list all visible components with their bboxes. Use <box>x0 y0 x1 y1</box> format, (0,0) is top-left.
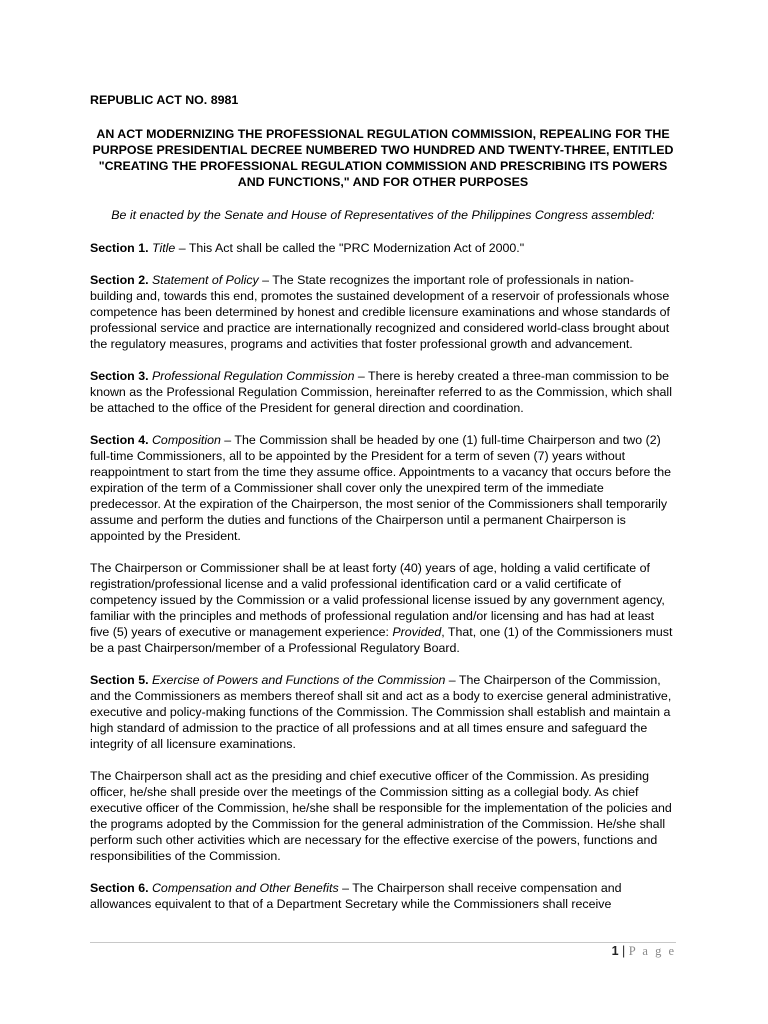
section-text-continued: , That, one (1) of the Commissioners must be a past Chairperson/member of a Professional Regulatory Board. <box>90 625 673 655</box>
section-title: Title <box>151 241 176 255</box>
section-title: Composition <box>151 433 221 447</box>
document-body <box>90 92 676 928</box>
act-title: AN ACT MODERNIZING THE PROFESSIONAL REGULATION COMMISSION, REPEALING FOR THE PURPOSE PRESIDENTIAL DECREE NUMBERED TWO HUNDRED AND TWENTY-THREE, ENTITLED "CREATING THE PROFESSIONAL REGULATION COMMISSION AND PRESCRIBING ITS POWERS AND FUNCTIONS," AND FOR OTHER PURPOSES <box>92 127 674 189</box>
provided-term: Provided <box>392 625 442 639</box>
section-text: – The Chairperson shall receive compensation and allowances equivalent to that of a Department Secretary while the Commissioners shall receive <box>90 881 622 911</box>
section-5-paragraph-2 <box>90 768 676 864</box>
section-text: – The Chairperson of the Commission, and the Commissioners as members thereof shall sit and act as a body to exercise general administrative, executive and policy-making functions of the Commission. The Commission shall establish and maintain a high standard of admission to the practice of all professions and at all times ensure and safeguard the integrity of all licensure examinations. <box>90 673 672 751</box>
section-number: Section 6. <box>90 881 149 895</box>
section-3 <box>90 368 676 416</box>
enacting-clause: Be it enacted by the Senate and House of Representatives of the Philippines Congress assembled: <box>111 208 655 222</box>
section-1 <box>90 240 676 256</box>
section-title: Statement of Policy <box>151 273 259 287</box>
section-text: The Chairperson shall act as the presiding and chief executive officer of the Commission. As presiding officer, he/she shall preside over the meetings of the Commission sitting as a collegial body. As chief executive officer of the Commission, he/she shall be responsible for the implementation of the policies and the programs adopted by the Commission for the general administration of the Commission. He/she shall perform such other activities which are necessary for the effective exercise of the powers, functions and responsibilities of the Commission. <box>90 769 672 863</box>
footer-divider <box>90 942 676 943</box>
act-number: REPUBLIC ACT NO. 8981 <box>90 93 239 107</box>
section-4-paragraph-2 <box>90 560 676 656</box>
page-footer <box>612 944 676 959</box>
section-number: Section 1. <box>90 241 149 255</box>
section-text: – This Act shall be called the "PRC Modernization Act of 2000." <box>175 241 525 255</box>
section-title: Compensation and Other Benefits <box>151 881 339 895</box>
section-text: – There is hereby created a three-man commission to be known as the Professional Regulation Commission, hereinafter referred to as the Commission, which shall be attached to the office of the President for general direction and coordination. <box>90 369 672 415</box>
section-text: – The State recognizes the important role of professionals in nation-building and, towards this end, promotes the sustained development of a reservoir of professionals whose competence has been determined by honest and credible licensure examinations and whose standards of professional service and practice are internationally recognized and considered world-class brought about the regulatory measures, programs and activities that foster professional growth and advancement. <box>90 273 670 351</box>
section-4 <box>90 432 676 544</box>
page-number: 1 <box>611 944 619 958</box>
section-title: Professional Regulation Commission <box>151 369 355 383</box>
section-5 <box>90 672 676 752</box>
page-label: P a g e <box>628 944 676 958</box>
section-title: Exercise of Powers and Functions of the Commission <box>151 673 446 687</box>
section-2 <box>90 272 676 352</box>
section-number: Section 5. <box>90 673 149 687</box>
section-number: Section 4. <box>90 433 149 447</box>
section-text: – The Commission shall be headed by one (1) full-time Chairperson and two (2) full-time Commissioners, all to be appointed by the President for a term of seven (7) years without reappointment to start from the time they assume office. Appointments to a vacancy that occurs before the expiration of the term of a Commissioner shall cover only the unexpired term of the immediate predecessor. At the expiration of the Chairperson, the most senior of the Commissioners shall temporarily assume and perform the duties and functions of the Chairperson until a permanent Chairperson is appointed by the President. <box>90 433 672 543</box>
section-6 <box>90 880 676 912</box>
section-number: Section 3. <box>90 369 149 383</box>
page-separator: | <box>618 944 629 958</box>
section-number: Section 2. <box>90 273 149 287</box>
section-text: The Chairperson or Commissioner shall be at least forty (40) years of age, holding a valid certificate of registration/professional license and a valid professional identification card or a valid certificate of competency issued by the Commission or a valid professional license issued by any government agency, familiar with the principles and methods of professional regulation and/or licensing and has had at least five (5) years of executive or management experience: <box>90 561 665 639</box>
